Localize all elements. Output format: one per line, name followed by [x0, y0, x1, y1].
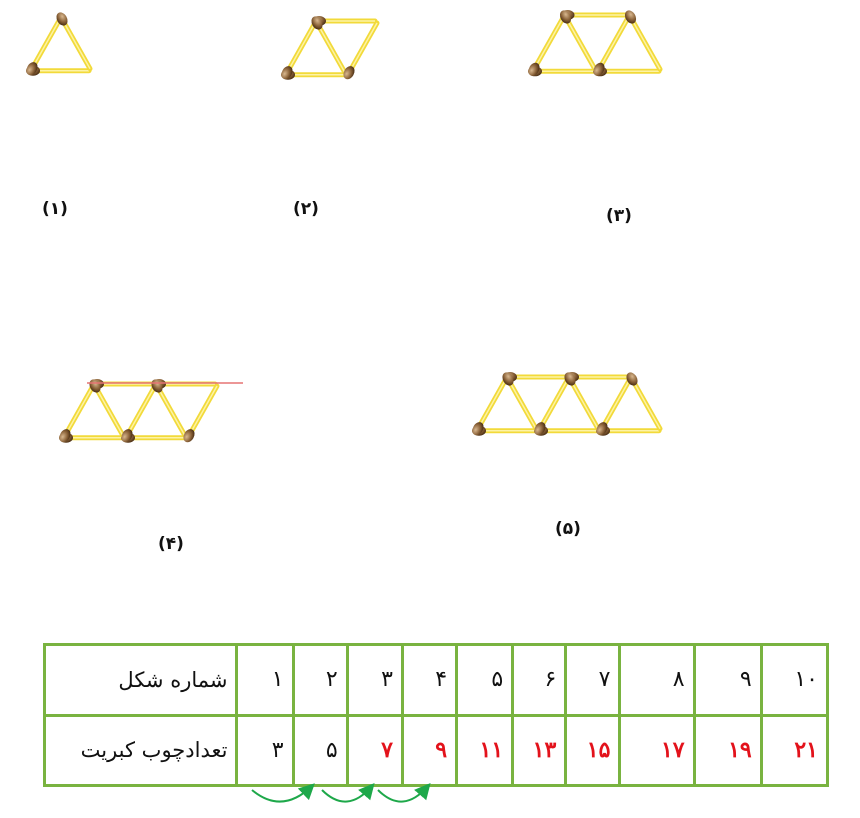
figure-number-cell: ۸ [620, 645, 694, 716]
figure-5-caption: (۵) [555, 519, 581, 539]
match-count-cell: ۲۱ [761, 715, 827, 786]
figure-number-cell: ۵ [457, 645, 513, 716]
figure-number-cell: ۴ [402, 645, 456, 716]
increment-arrow [252, 786, 312, 802]
matchstick [181, 386, 217, 444]
increment-arrow [378, 786, 428, 802]
figure-number-cell: ۳ [347, 645, 402, 716]
match-count-cell: ۱۹ [694, 715, 761, 786]
figure-1-caption: (۱) [42, 199, 68, 219]
figure-5-matches [466, 367, 696, 457]
match-count-cell: ۵ [293, 715, 347, 786]
match-count-cell: ۷ [347, 715, 402, 786]
figure-3-matches [520, 5, 700, 95]
figure-number-cell: ۲ [293, 645, 347, 716]
figure-3-caption: (۳) [606, 206, 632, 226]
figure-number-cell: ۷ [566, 645, 620, 716]
figure-number-row [45, 645, 828, 716]
increment-arrow [322, 786, 372, 802]
figure-4-matches [55, 372, 255, 462]
figure-number-cell: ۶ [513, 645, 566, 716]
matchstick [54, 10, 90, 68]
match-count-label: تعدادچوب کبریت [45, 715, 237, 786]
matchstick [591, 17, 628, 78]
match-count-cell: ۱۳ [513, 715, 566, 786]
matchstick [526, 17, 563, 78]
sequence-table [43, 643, 829, 787]
figure-number-label: شماره شکل [45, 645, 237, 716]
match-count-row [45, 715, 828, 786]
match-count-cell: ۳ [237, 715, 293, 786]
figure-2-matches [275, 5, 415, 95]
matchstick [623, 8, 660, 69]
match-count-cell: ۹ [402, 715, 456, 786]
match-count-cell: ۱۷ [620, 715, 694, 786]
match-count-cell: ۱۱ [457, 715, 513, 786]
figure-number-cell: ۱۰ [761, 645, 827, 716]
matchstick [558, 8, 595, 69]
figure-1-matches [20, 5, 120, 85]
matchstick [341, 23, 377, 81]
figure-4-caption: (۴) [158, 534, 184, 554]
figure-number-cell: ۱ [237, 645, 293, 716]
figure-2-caption: (۲) [293, 199, 319, 219]
matchstick [624, 370, 660, 428]
figure-number-cell: ۹ [694, 645, 761, 716]
match-count-cell: ۱۵ [566, 715, 620, 786]
